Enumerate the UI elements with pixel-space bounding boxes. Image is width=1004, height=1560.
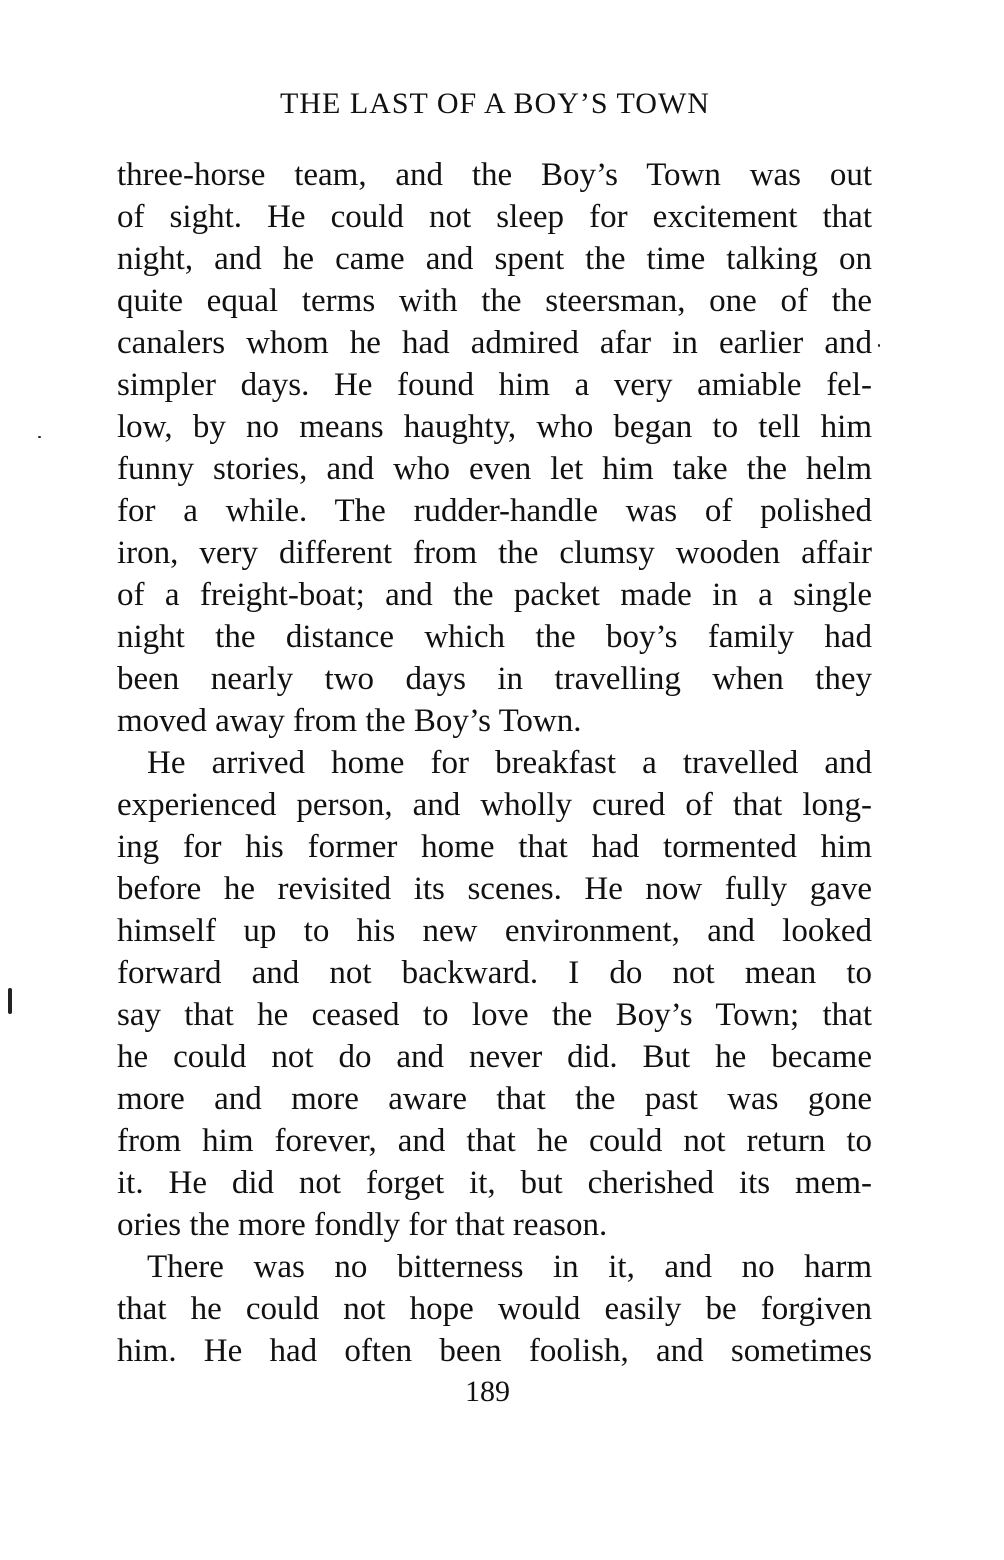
text-line: night the distance which the boy’s family had [117,619,872,655]
text-line: ories the more fondly for that reason. [117,1207,608,1243]
text-line: low, by no means haughty, who began to tell him [117,409,872,445]
scan-mark [8,988,12,1014]
text-line: He arrived home for breakfast a travelled and [147,745,872,781]
text-line: experienced person, and wholly cured of that long- [117,787,872,823]
text-line: for a while. The rudder-handle was of polished [117,493,872,529]
text-line: before he revisited its scenes. He now fully gave [117,871,872,907]
text-line: night, and he came and spent the time talking on [117,241,872,277]
scan-speck [878,344,880,347]
running-head: THE LAST OF A BOY’S TOWN [280,87,710,120]
text-line: moved away from the Boy’s Town. [117,703,582,739]
text-line: three-horse team, and the Boy’s Town was out [117,157,872,193]
text-line: say that he ceased to love the Boy’s Town; that [117,997,872,1033]
text-line: himself up to his new environment, and looked [117,913,872,949]
text-line: he could not do and never did. But he became [117,1039,872,1075]
text-line: of a freight-boat; and the packet made in a single [117,577,872,613]
text-line: iron, very different from the clumsy wooden affair [117,535,872,571]
text-line: There was no bitterness in it, and no harm [147,1249,872,1285]
text-line: that he could not hope would easily be forgiven [117,1291,872,1327]
text-line: it. He did not forget it, but cherished its mem- [117,1165,872,1201]
body-text [117,154,872,1372]
text-line: him. He had often been foolish, and sometimes [117,1333,872,1369]
page-number: 189 [465,1375,510,1408]
text-line: simpler days. He found him a very amiable fel- [117,367,872,403]
text-line: of sight. He could not sleep for excitement that [117,199,872,235]
text-line: from him forever, and that he could not return to [117,1123,872,1159]
text-line: canalers whom he had admired afar in earlier and [117,325,872,361]
text-line: ing for his former home that had tormented him [117,829,872,865]
text-line: been nearly two days in travelling when they [117,661,872,697]
text-line: more and more aware that the past was gone [117,1081,872,1117]
text-line: forward and not backward. I do not mean to [117,955,872,991]
text-line: quite equal terms with the steersman, one of the [117,283,872,319]
text-line: funny stories, and who even let him take the helm [117,451,872,487]
scan-speck [38,436,41,438]
